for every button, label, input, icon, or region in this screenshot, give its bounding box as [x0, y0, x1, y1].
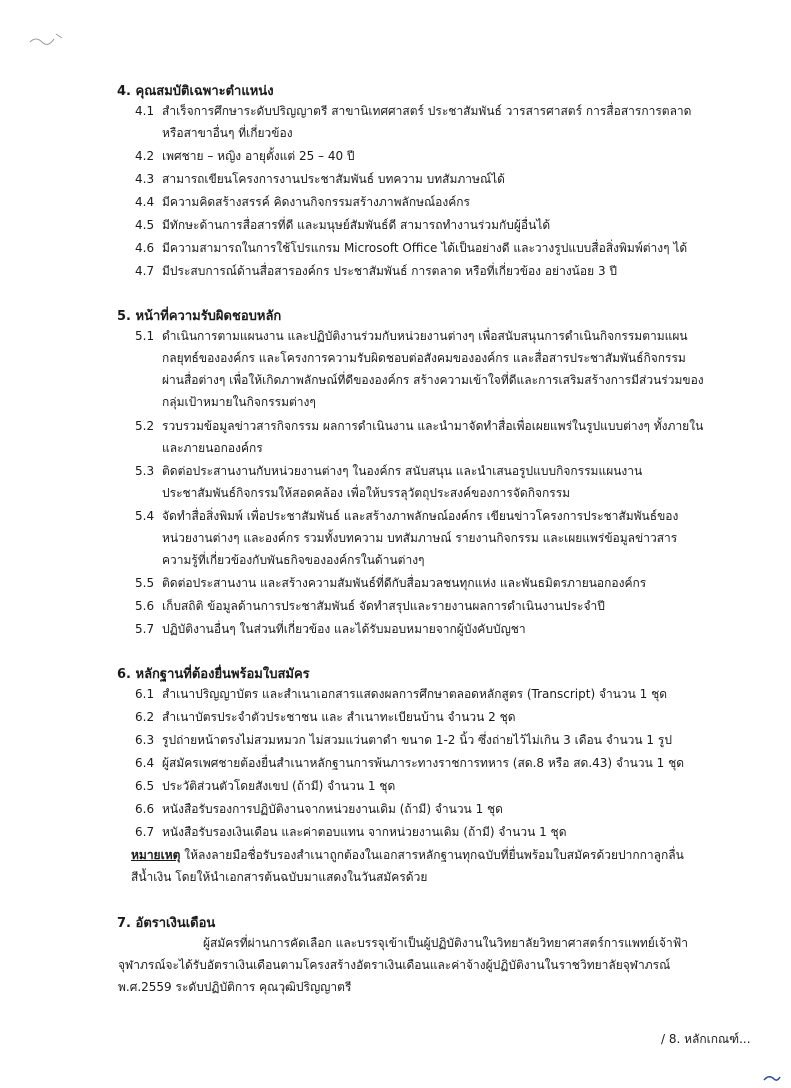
list-item: 6.2 สำเนาบัตรประจำตัวประชาชน และ สำเนาทะเบียนบ้าน จำนวน 2 ชุด	[135, 710, 516, 724]
list-item: 6.7 หนังสือรับรองเงินเดือน และค่าตอบแทน จากหน่วยงานเดิม (ถ้ามี) จำนวน 1 ชุด	[135, 825, 567, 839]
section-5-title: 5. หน้าที่ความรับผิดชอบหลัก	[117, 309, 282, 324]
list-item: 4.1 สำเร็จการศึกษาระดับปริญญาตรี สาขานิเทศศาสตร์ ประชาสัมพันธ์ วารสารศาสตร์ การสื่อสารการตลาด หรือสาขาอื่นๆ ที่เกี่ยวข้อง	[135, 104, 692, 140]
list-item: 5.3 ติดต่อประสานงานกับหน่วยงานต่างๆ ในองค์กร สนับสนุน และนำเสนอรูปแบบกิจกรรมแผนงานประชาสัมพันธ์กิจกรรมให้สอดคล้อง เพื่อให้บรรลุวัตถุประสงค์ของการจัดกิจกรรม	[135, 464, 643, 500]
handwritten-mark-icon	[762, 1072, 782, 1084]
list-item: 5.1 ดำเนินการตามแผนงาน และปฏิบัติงานร่วมกับหน่วยงานต่างๆ เพื่อสนับสนุนการดำเนินกิจกรรมตามแผนกลยุทธ์ขององค์กร และโครงการความรับผิดชอบต่อสังคมขององค์กร และสื่อสารประชาสัมพันธ์กิจกรรมผ่านสื่อต่างๆ เพื่อให้เกิดภาพลักษณ์ที่ดีขององค์กร สร้างความเข้าใจที่ดีและการเสริมสร้างการมีส่วนร่วมของกลุ่มเป้าหมายในกิจกรรมต่างๆ	[135, 329, 704, 409]
list-item: 4.7 มีประสบการณ์ด้านสื่อสารองค์กร ประชาสัมพันธ์ การตลาด หรือที่เกี่ยวข้อง อย่างน้อย 3 ปี	[135, 264, 618, 278]
list-item: 5.5 ติดต่อประสานงาน และสร้างความสัมพันธ์ที่ดีกับสื่อมวลชนทุกแห่ง และพันธมิตรภายนอกองค์กร	[135, 576, 647, 590]
list-item: 5.7 ปฏิบัติงานอื่นๆ ในส่วนที่เกี่ยวข้อง และได้รับมอบหมายจากผู้บังคับบัญชา	[135, 622, 526, 636]
list-item: 6.4 ผู้สมัครเพศชายต้องยื่นสำเนาหลักฐานการพ้นภาระทางราชการทหาร (สด.8 หรือ สด.43) จำนวน 1 ชุด	[135, 756, 685, 770]
list-item: 6.5 ประวัติส่วนตัวโดยสังเขป (ถ้ามี) จำนวน 1 ชุด	[135, 779, 396, 793]
list-item: 4.5 มีทักษะด้านการสื่อสารที่ดี และมนุษย์สัมพันธ์ดี สามารถทำงานร่วมกับผู้อื่นได้	[135, 218, 551, 232]
remark-note	[131, 844, 706, 888]
section-4-title: 4. คุณสมบัติเฉพาะตำแหน่ง	[117, 84, 274, 99]
remark-text: ให้ลงลายมือชื่อรับรองสำเนาถูกต้องในเอกสารหลักฐานทุกฉบับที่ยื่นพร้อมใบสมัครด้วยปากกาลูกลื่นสีน้ำเงิน โดยให้นำเอกสารต้นฉบับมาแสดงในวันสมัครด้วย	[131, 848, 684, 884]
list-item: 6.6 หนังสือรับรองการปฏิบัติงานจากหน่วยงานเดิม (ถ้ามี) จำนวน 1 ชุด	[135, 802, 503, 816]
section-6-title: 6. หลักฐานที่ต้องยื่นพร้อมใบสมัคร	[117, 667, 310, 682]
list-item: 5.6 เก็บสถิติ ข้อมูลด้านการประชาสัมพันธ์ จัดทำสรุปและรายงานผลการดำเนินงานประจำปี	[135, 599, 605, 613]
page-continuation-footer: / 8. หลักเกณฑ์...	[661, 1032, 751, 1046]
list-item: 6.1 สำเนาปริญญาบัตร และสำเนาเอกสารแสดงผลการศึกษาตลอดหลักสูตร (Transcript) จำนวน 1 ชุด	[135, 687, 668, 701]
remark-label: หมายเหตุ	[131, 848, 181, 862]
section-7-title: 7. อัตราเงินเดือน	[117, 916, 216, 931]
salary-paragraph: ผู้สมัครที่ผ่านการคัดเลือก และบรรจุเข้าเป็นผู้ปฏิบัติงานในวิทยาลัยวิทยาศาสตร์การแพทย์เจ้าฟ้าจุฬาภรณ์จะได้รับอัตราเงินเดือนตามโครงสร้างอัตราเงินเดือนและค่าจ้างผู้ปฏิบัติงานในราชวิทยาลัยจุฬาภรณ์ พ.ศ.2559 ระดับปฏิบัติการ คุณวุฒิปริญญาตรี	[118, 936, 688, 994]
list-item: 4.4 มีความคิดสร้างสรรค์ คิดงานกิจกรรมสร้างภาพลักษณ์องค์กร	[135, 195, 470, 209]
scan-mark-icon	[28, 28, 68, 50]
list-item: 4.2 เพศชาย – หญิง อายุตั้งแต่ 25 – 40 ปี	[135, 149, 355, 163]
list-item: 6.3 รูปถ่ายหน้าตรงไม่สวมหมวก ไม่สวมแว่นตาดำ ขนาด 1-2 นิ้ว ซึ่งถ่ายไว้ไม่เกิน 3 เดือน จำนวน 1 รูป	[135, 733, 672, 747]
list-item: 4.6 มีความสามารถในการใช้โปรแกรม Microsoft Office ได้เป็นอย่างดี และวางรูปแบบสื่อสิ่งพิมพ์ต่างๆ ได้	[135, 241, 688, 255]
list-item: 4.3 สามารถเขียนโครงการงานประชาสัมพันธ์ บทความ บทสัมภาษณ์ได้	[135, 172, 505, 186]
list-item: 5.4 จัดทำสื่อสิ่งพิมพ์ เพื่อประชาสัมพันธ์ และสร้างภาพลักษณ์องค์กร เขียนข่าวโครงการประชาสัมพันธ์ของหน่วยงานต่างๆ และองค์กร รวมทั้งบทความ บทสัมภาษณ์ รายงานกิจกรรม และเผยแพร่ข้อมูลข่าวสารความรู้ที่เกี่ยวข้องกับพันธกิจขององค์กรในด้านต่างๆ	[135, 509, 679, 567]
list-item: 5.2 รวบรวมข้อมูลข่าวสารกิจกรรม ผลการดำเนินงาน และนำมาจัดทำสื่อเพื่อเผยแพร่ในรูปแบบต่างๆ ทั้งภายในและภายนอกองค์กร	[135, 419, 704, 455]
